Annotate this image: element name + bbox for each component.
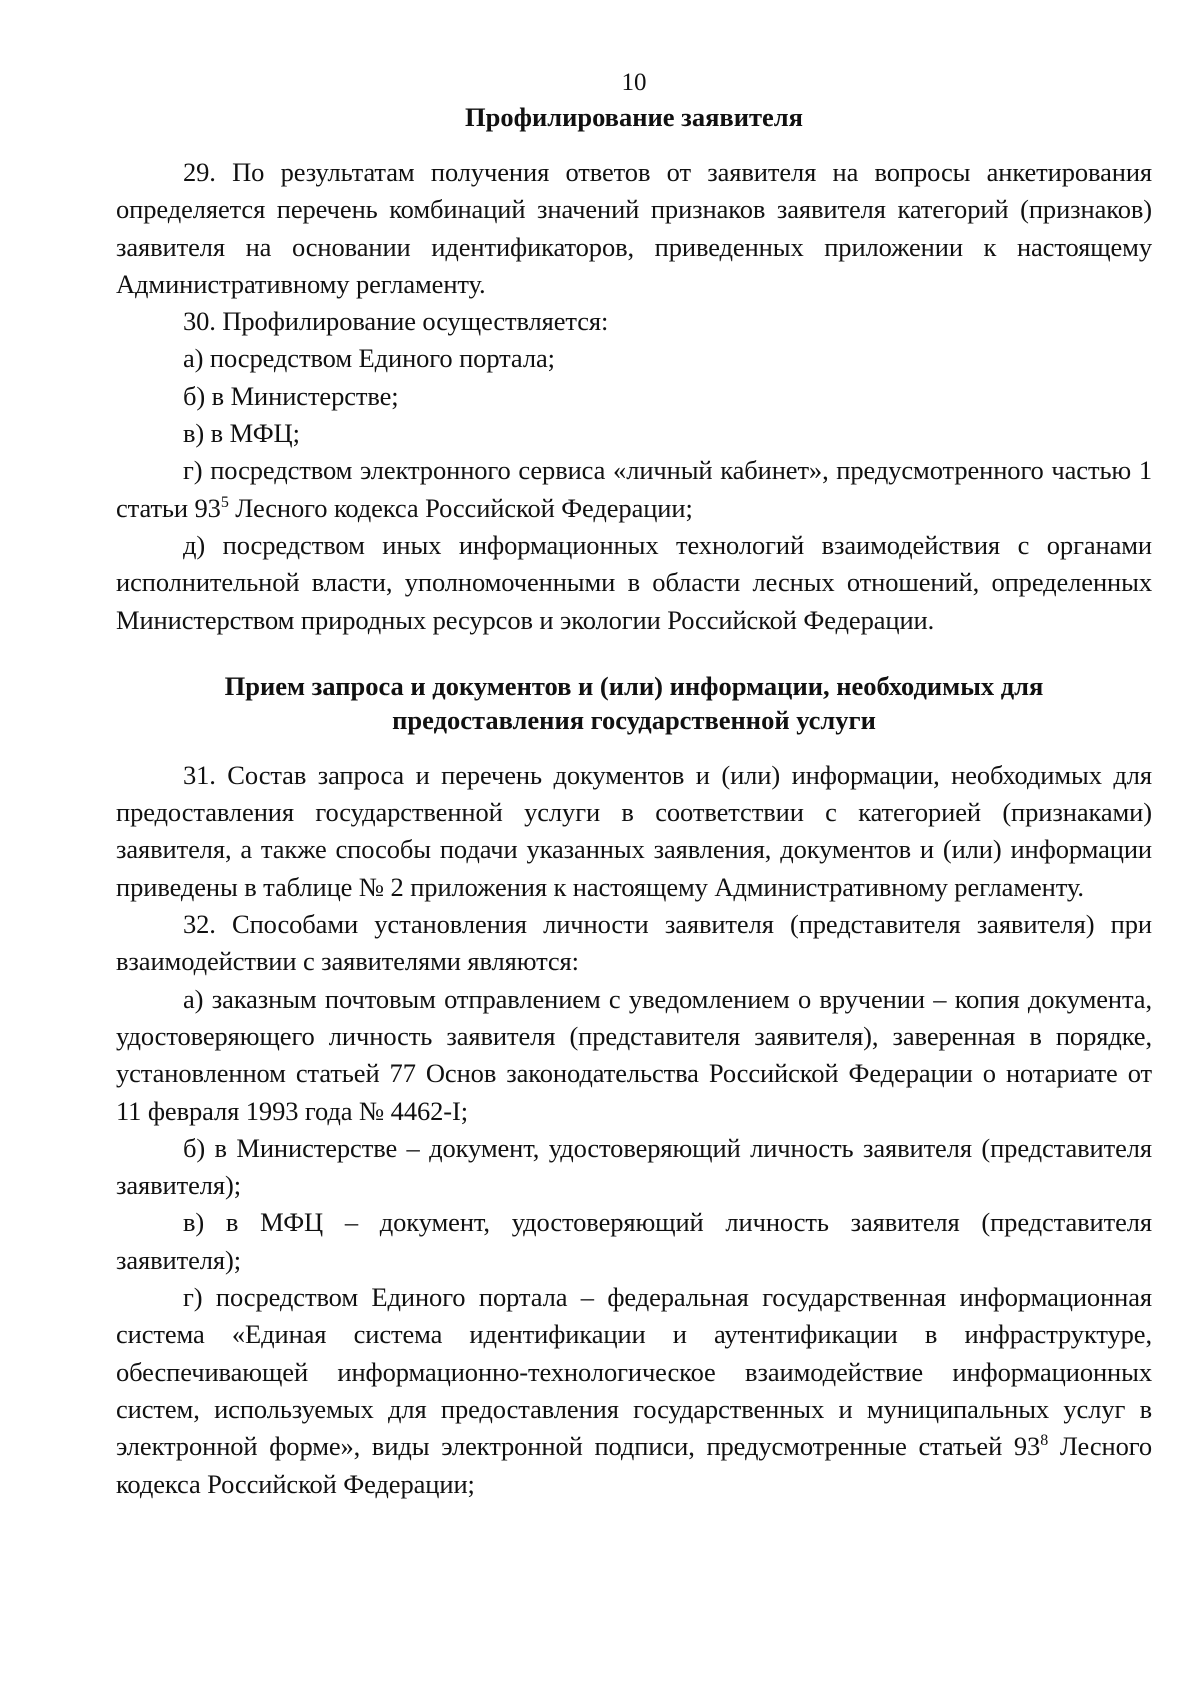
page-number: 10	[621, 69, 647, 96]
document-page	[116, 68, 1152, 1503]
paragraph-32-a: а) заказным почтовым отправлением с уведомлением о вручении – копия документа, удостоверяющего личность заявителя (представителя заявителя), заверенная в порядке, установленном статьей 77 Основ законодательства Российской Федерации о нотариате от 11 февраля 1993 года № 4462-I;	[116, 983, 1152, 1126]
footnote-superscript: 8	[1040, 1432, 1049, 1450]
paragraph-32-v: в) в МФЦ – документ, удостоверяющий личность заявителя (представителя заявителя);	[116, 1207, 1152, 1275]
paragraph-29: 29. По результатам получения ответов от заявителя на вопросы анкетирования определяется перечень комбинаций значений признаков заявителя категорий (признаков) заявителя на основании идентификаторов, приведенных приложении к настоящему Административному регламенту.	[116, 157, 1152, 299]
paragraph-32-b: б) в Министерстве – документ, удостоверяющий личность заявителя (представителя заявителя);	[116, 1132, 1152, 1201]
section-heading-line-1: Прием запроса и документов и (или) информации, необходимых для	[224, 670, 1044, 701]
section-heading-profiling: Профилирование заявителя	[465, 102, 803, 132]
paragraph-30-v: в) в МФЦ;	[183, 418, 300, 449]
paragraph-30-b: б) в Министерстве;	[183, 380, 399, 411]
paragraph-30-g-tail: Лесного кодекса Российской Федерации;	[228, 492, 693, 523]
footnote-superscript: 5	[220, 493, 229, 511]
paragraph-32-g-text: г) посредством Единого портала – федеральная государственная информационная система «Единая система идентификации и аутентификации в инфраструктуре, обеспечивающей информационно-технологическое взаимодействие информационных систем, используемых для предоставления государственных и муниципальных услуг в электронной форме», виды электронной подписи, предусмотренные статьей 93	[116, 1282, 1152, 1462]
section-heading-request-intake	[116, 669, 1152, 737]
paragraph-31: 31. Состав запроса и перечень документов и (или) информации, необходимых для предоставления государственной услуги в соответствии с категорией (признаками) заявителя, а также способы подачи указанных заявления, документов и (или) информации приведены в таблице № 2 приложения к настоящему Административному регламенту.	[116, 759, 1152, 902]
section-heading-line-2: предоставления государственной услуги	[392, 704, 876, 735]
paragraph-32-g	[116, 1279, 1152, 1503]
paragraph-32-g-tail: Лесного кодекса Российской Федерации;	[116, 1431, 1152, 1499]
paragraph-30-d: д) посредством иных информационных технологий взаимодействия с органами исполнительной власти, уполномоченными в области лесных отношений, определенных Министерством природных ресурсов и экологии Российской Федерации.	[116, 529, 1152, 635]
paragraph-30-g	[116, 452, 1152, 527]
paragraph-32: 32. Способами установления личности заявителя (представителя заявителя) при взаимодействии с заявителями являются:	[116, 909, 1152, 977]
paragraph-30-a: а) посредством Единого портала;	[183, 343, 555, 374]
paragraph-30: 30. Профилирование осуществляется:	[183, 306, 609, 337]
section-request-intake	[116, 757, 1152, 1503]
paragraph-30-g-text: г) посредством электронного сервиса «личный кабинет», предусмотренного частью 1 статьи 93	[116, 455, 1152, 523]
section-profiling	[116, 154, 1152, 639]
